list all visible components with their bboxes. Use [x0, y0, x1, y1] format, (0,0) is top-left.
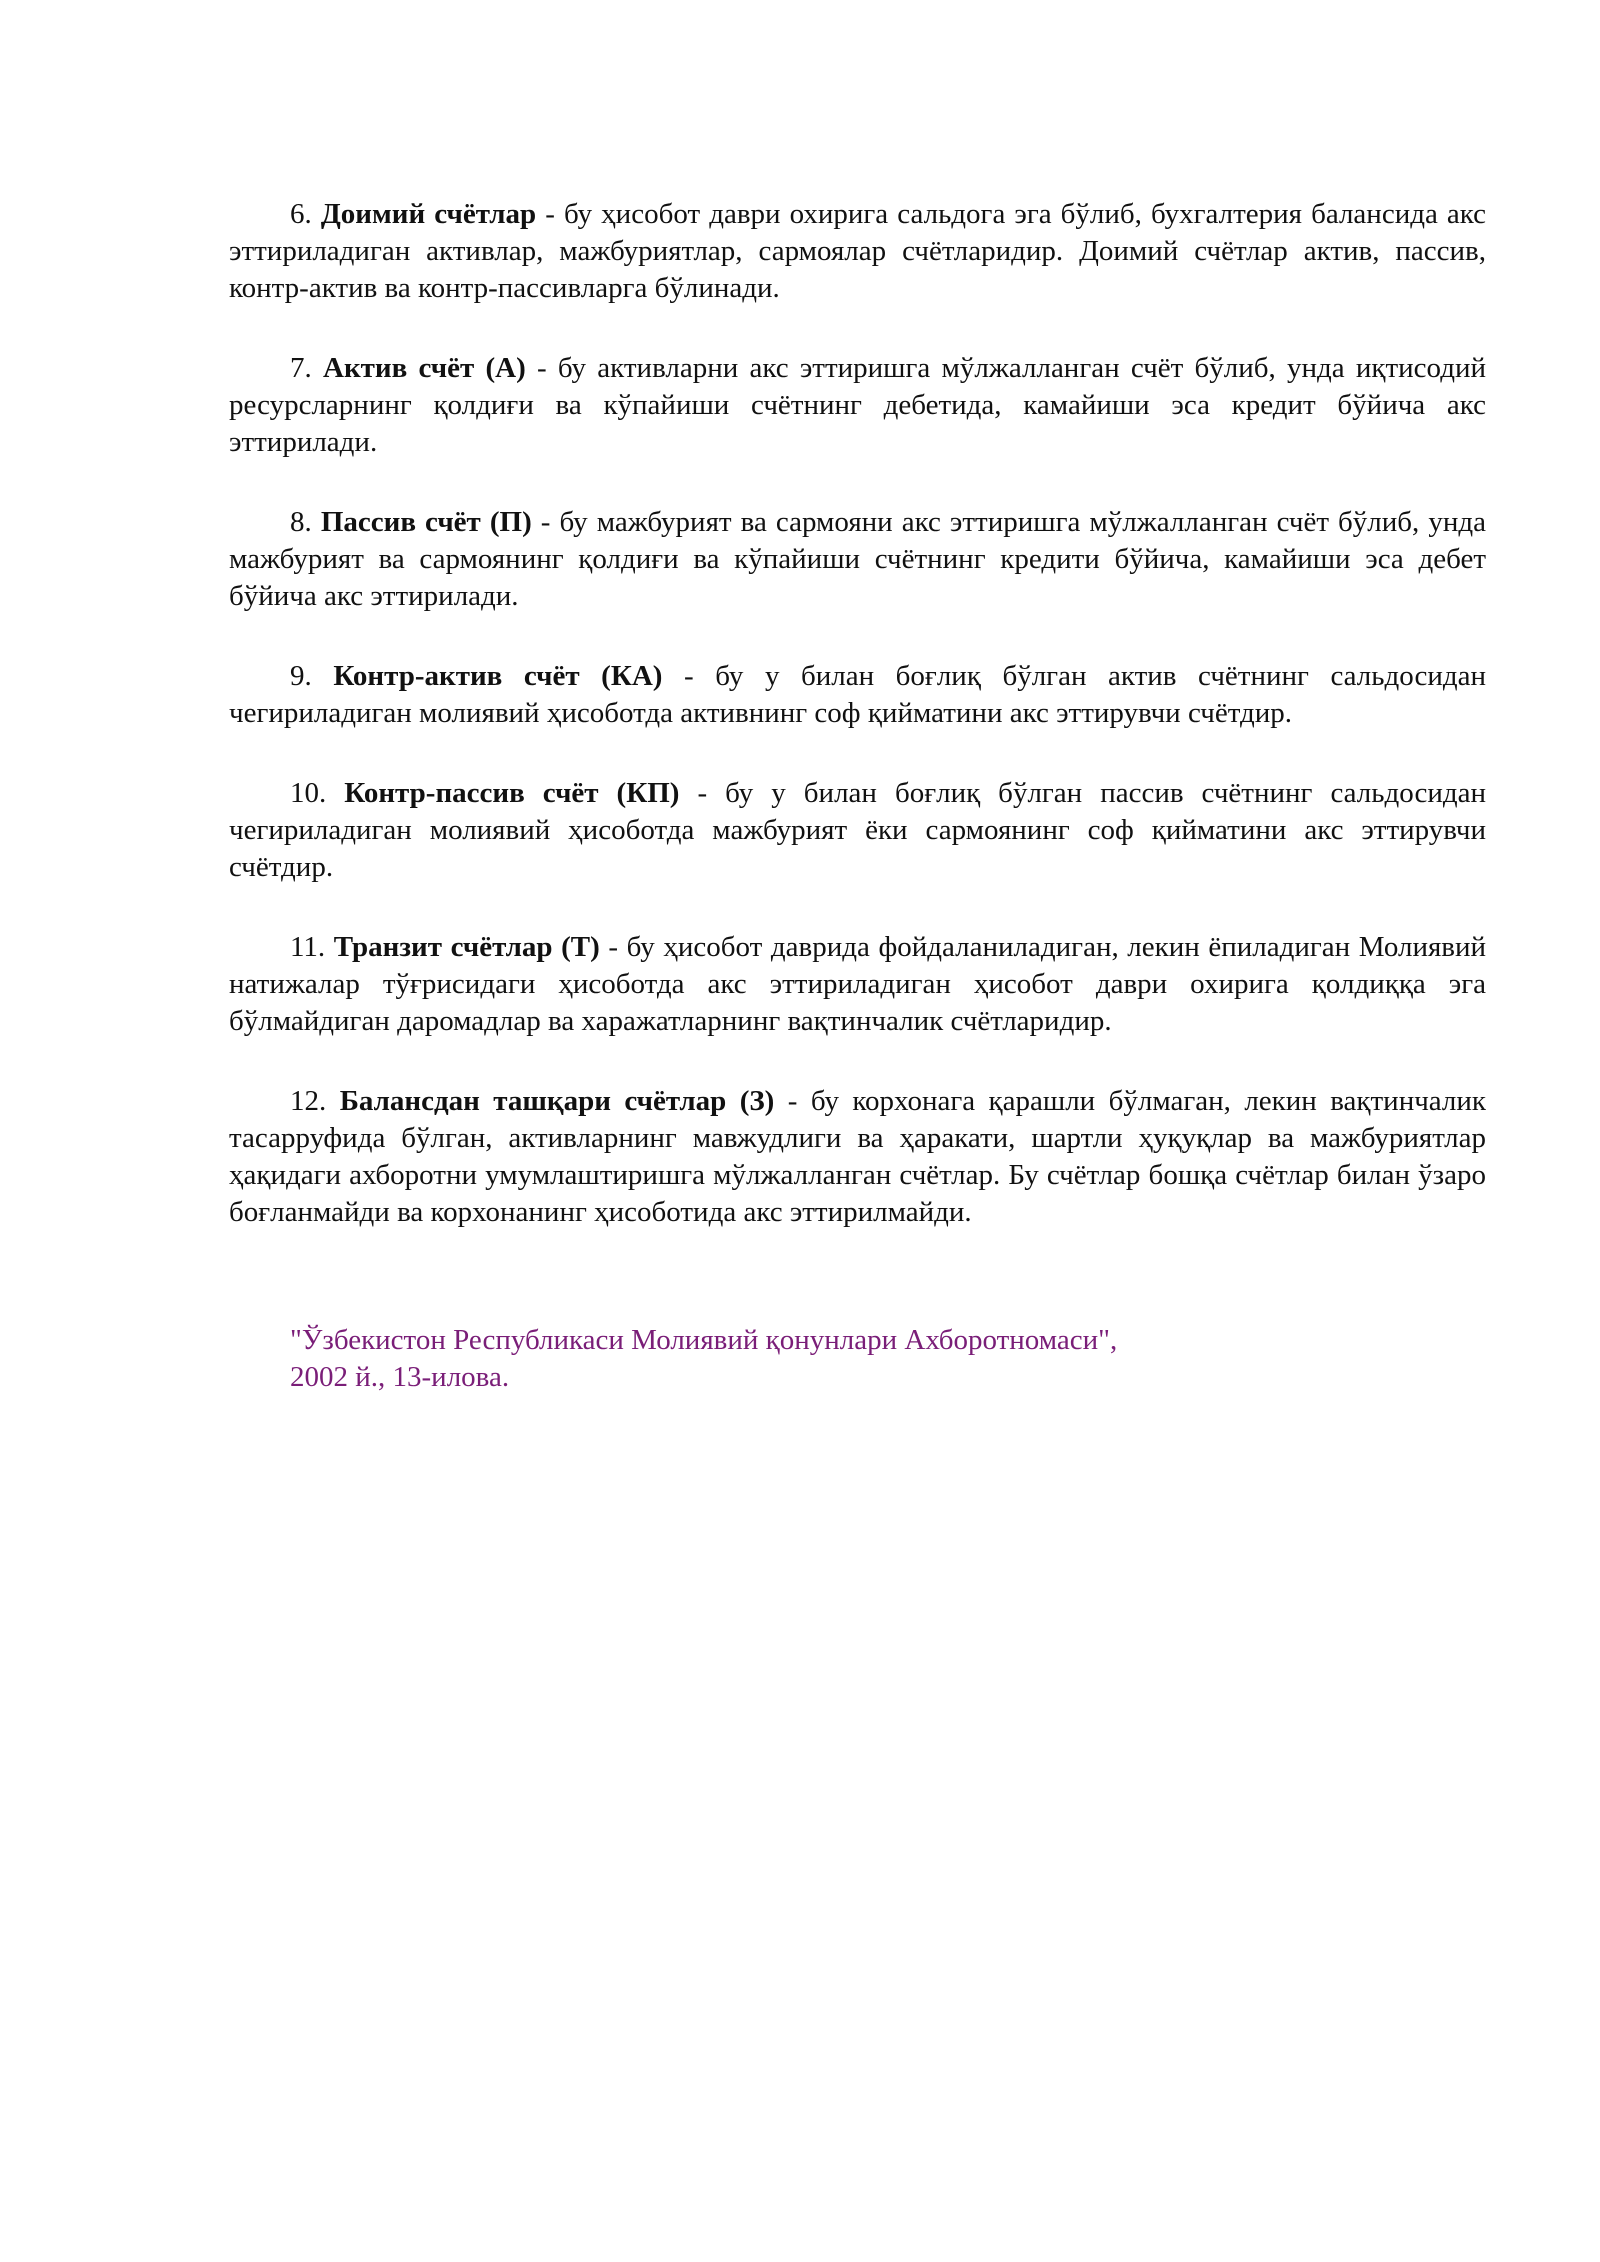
definition-paragraph-10 [229, 775, 1486, 886]
definition-term: Актив счёт (А) [323, 352, 526, 384]
definition-term: Доимий счётлар [320, 198, 537, 230]
definition-number: 6. [290, 198, 312, 230]
definition-term: Балансдан ташқари счётлар (З) [339, 1085, 775, 1117]
definition-number: 12. [290, 1085, 327, 1117]
definition-term: Контр-актив счёт (КА) [333, 660, 663, 692]
document-body [229, 196, 1486, 1396]
definition-term: Контр-пассив счёт (КП) [344, 777, 680, 809]
definition-text: - бу ҳисобот даври охирига сальдога эга бўлиб, бухгалтерия балансида акс эттириладиган активлар, мажбуриятлар, сармоялар счётларидир. Доимий счётлар актив, пассив, контр-актив ва контр-пассивларга бўлинади. [229, 198, 1487, 304]
definition-term: Пассив счёт (П) [320, 506, 532, 538]
definition-number: 9. [290, 660, 312, 692]
definition-paragraph-8 [229, 504, 1486, 615]
definition-number: 7. [290, 352, 312, 384]
definition-paragraph-6 [229, 196, 1486, 307]
source-citation-link[interactable] [229, 1322, 1486, 1396]
definition-text: - бу активларни акс эттиришга мўлжалланган счёт бўлиб, унда иқтисодий ресурсларнинг қолдиғи ва кўпайиши счётнинг дебетида, камайиши эса кредит бўйича акс эттирилади. [229, 352, 1487, 458]
source-citation-line-1[interactable]: "Ўзбекистон Республикаси Молиявий қонунлари Ахборотномаси", [290, 1324, 1118, 1356]
definition-paragraph-9 [229, 658, 1486, 732]
definition-number: 11. [290, 931, 326, 963]
definition-paragraph-7 [229, 350, 1486, 461]
definition-number: 8. [290, 506, 312, 538]
definition-paragraph-11 [229, 929, 1486, 1040]
definition-text: - бу у билан боғлиқ бўлган пассив счётнинг сальдосидан чегириладиган молиявий ҳисоботда мажбурият ёки сармоянинг соф қийматини акс эттирувчи счётдир. [229, 777, 1487, 883]
definition-text: - бу корхонага қарашли бўлмаган, лекин вақтинчалик тасарруфида бўлган, активларнинг мавжудлиги ва ҳаракати, шартли ҳуқуқлар ва мажбуриятлар ҳақидаги ахборотни умумлаштиришга мўлжалланган счётлар. Бу счётлар бошқа счётлар билан ўзаро боғланмайди ва корхонанинг ҳисоботида акс эттирилмайди. [229, 1085, 1487, 1228]
definition-text: - бу ҳисобот даврида фойдаланиладиган, лекин ёпиладиган Молиявий натижалар тўғрисидаги ҳисоботда акс эттириладиган ҳисобот даври охирига қолдиққа эга бўлмайдиган даромадлар ва харажатларнинг вақтинчалик счётларидир. [229, 931, 1487, 1037]
definition-term: Транзит счётлар (Т) [333, 931, 600, 963]
source-citation-line-2[interactable]: 2002 й., 13-илова. [290, 1361, 510, 1393]
definition-number: 10. [290, 777, 327, 809]
definition-text: - бу мажбурият ва сармояни акс эттиришга мўлжалланган счёт бўлиб, унда мажбурият ва сармоянинг қолдиғи ва кўпайиши счётнинг кредити бўйича, камайиши эса дебет бўйича акс эттирилади. [229, 506, 1487, 612]
definition-paragraph-12 [229, 1083, 1486, 1231]
definition-text: - бу у билан боғлиқ бўлган актив счётнинг сальдосидан чегириладиган молиявий ҳисоботда активнинг соф қийматини акс эттирувчи счётдир. [229, 660, 1487, 729]
